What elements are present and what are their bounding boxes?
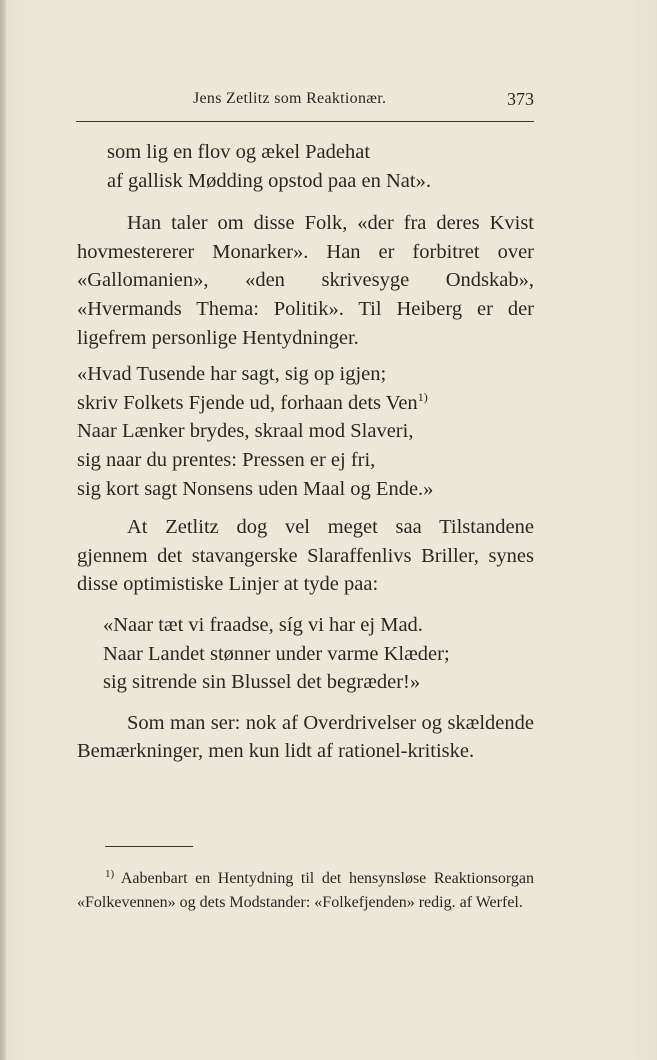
verse-line: «Hvad Tusende har sagt, sig op igjen; — [77, 363, 387, 386]
verse-line: Naar Lænker brydes, skraal mod Slaveri, — [77, 420, 414, 443]
paragraph-1: Han taler om disse Folk, «der fra deres Kvist hovmestererer Monarker». Han er forbitret over «Gallomanien», «den skrivesyge Ondskab», «Hvermands Thema: Politik». Til Heiberg er der ligefrem personlige Hentydninger. — [77, 212, 534, 349]
binding-edge — [0, 0, 6, 1060]
paragraph-3: Som man ser: nok af Overdrivelser og skældende Bemærkninger, men kun lidt af rationel-kritiske. — [77, 711, 534, 763]
verse-line: sig naar du prentes: Pressen er ej fri, — [77, 448, 376, 471]
footnote — [77, 862, 534, 915]
page-number: 373 — [507, 89, 534, 109]
verse-line: sig sitrende sin Blussel det begræder!» — [103, 671, 421, 694]
verse-line — [77, 389, 534, 418]
verse-block-2 — [77, 360, 534, 503]
running-head — [76, 88, 534, 116]
footnote-text: Aabenbart en Hentydning til det hensynsløse Reaktionsorgan «Folkevennen» og dets Modstander: «Folkefjenden» redig. af Werfel. — [77, 870, 534, 911]
verse-line-text: skriv Folkets Fjende ud, forhaan dets Ven — [77, 391, 418, 414]
footnote-rule — [105, 846, 193, 847]
footnotes — [77, 862, 534, 915]
footnote-reference: 1) — [417, 389, 428, 404]
verse-line: som lig en flov og ækel Padehat — [107, 141, 371, 163]
paragraph-2: At Zetlitz dog vel meget saa Tilstandene gjennem det stavangerske Slaraffenlivs Briller, synes disse optimistiske Linjer at tyde paa: — [77, 516, 534, 596]
verse-line: «Naar tæt vi fraadse, síg vi har ej Mad. — [103, 613, 423, 636]
footnote-marker: 1) — [105, 868, 115, 880]
verse-line: af gallisk Mødding opstod paa en Nat». — [107, 169, 431, 192]
verse-block-3 — [77, 611, 534, 697]
header-rule — [76, 121, 534, 122]
verse-line: Naar Landet stønner under varme Klæder; — [103, 642, 450, 665]
verse-block-1 — [77, 138, 534, 195]
running-title: Jens Zetlitz som Reaktionær. — [193, 90, 387, 107]
body-text — [77, 138, 534, 766]
verse-line: sig kort sagt Nonsens uden Maal og Ende.» — [77, 477, 434, 500]
